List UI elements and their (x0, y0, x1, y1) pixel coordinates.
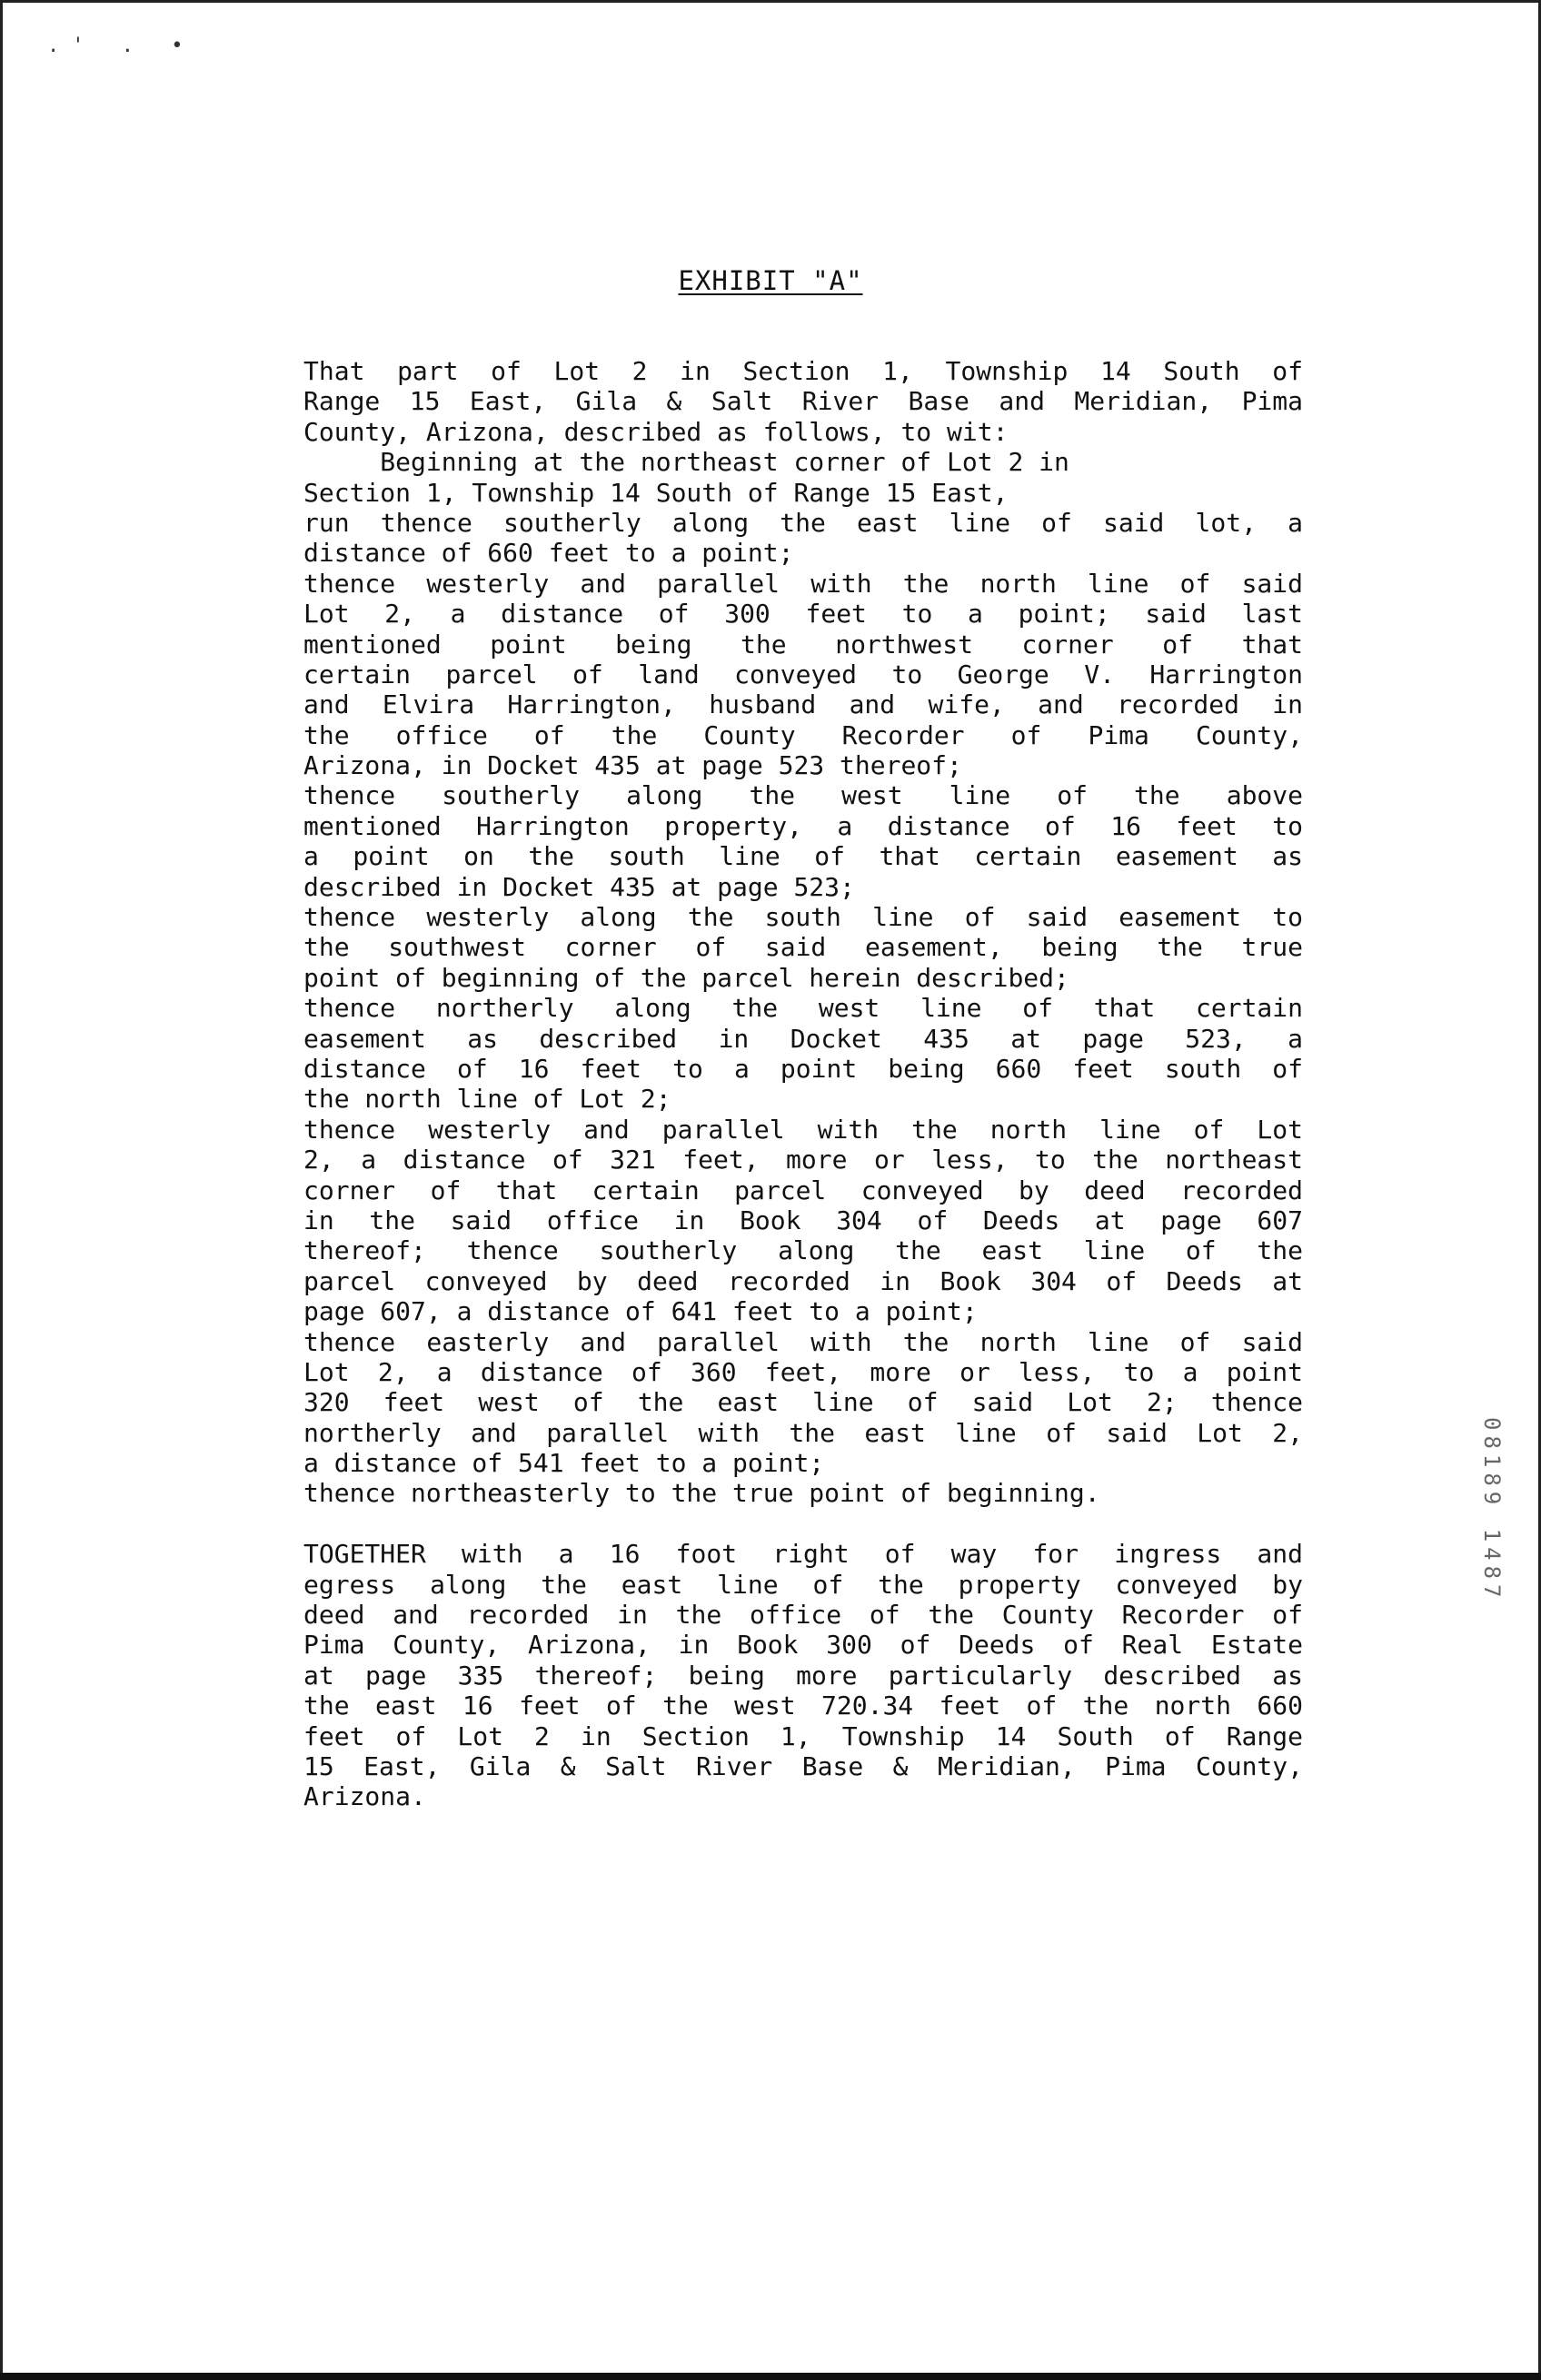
legal-description (303, 356, 1303, 1812)
text-line: deed and recorded in the office of the County Recorder of (303, 1600, 1303, 1631)
text-line: thence northerly along the west line of that certain (303, 993, 1303, 1024)
text-line: That part of Lot 2 in Section 1, Township 14 South of (303, 356, 1303, 386)
text-line: distance of 660 feet to a point; (303, 538, 794, 569)
text-line: thence southerly along the west line of the above (303, 780, 1303, 811)
text-line: 320 feet west of the east line of said Lot 2; thence (303, 1387, 1303, 1418)
scan-corner-marks: .' . • (47, 35, 196, 57)
text-line: the east 16 feet of the west 720.34 feet of the north 660 (303, 1691, 1303, 1721)
text-line: County, Arizona, described as follows, to wit: (303, 416, 1009, 447)
text-line: northerly and parallel with the east line of said Lot 2, (303, 1417, 1303, 1448)
text-line: distance of 16 feet to a point being 660 feet south of (303, 1053, 1303, 1084)
text-line: egress along the east line of the property conveyed by (303, 1569, 1303, 1600)
text-line: mentioned Harrington property, a distance of 16 feet to (303, 810, 1303, 841)
text-line (303, 1509, 1303, 1539)
text-line: the southwest corner of said easement, being the true (303, 932, 1303, 963)
text-line: Beginning at the northeast corner of Lot 2 in (303, 447, 1069, 478)
text-line: Arizona, in Docket 435 at page 523 thereof; (303, 750, 962, 781)
text-line: in the said office in Book 304 of Deeds at page 607 (303, 1205, 1303, 1235)
text-line: a point on the south line of that certain easement as (303, 841, 1303, 872)
scan-border-top (0, 0, 1541, 3)
text-line: certain parcel of land conveyed to George V. Harrington (303, 659, 1303, 689)
text-line: and Elvira Harrington, husband and wife, and recorded in (303, 689, 1303, 720)
text-line: Lot 2, a distance of 360 feet, more or less, to a point (303, 1356, 1303, 1387)
text-line: Range 15 East, Gila & Salt River Base and Meridian, Pima (303, 386, 1303, 417)
text-line: thence westerly and parallel with the north line of Lot (303, 1114, 1303, 1145)
text-line: point of beginning of the parcel herein described; (303, 962, 1069, 993)
text-line: Pima County, Arizona, in Book 300 of Deeds of Real Estate (303, 1630, 1303, 1661)
text-line: parcel conveyed by deed recorded in Book 304 of Deeds at (303, 1265, 1303, 1296)
text-line: thence westerly and parallel with the north line of said (303, 568, 1303, 599)
exhibit-title: EXHIBIT "A" (678, 265, 863, 296)
text-line: feet of Lot 2 in Section 1, Township 14 South of Range (303, 1721, 1303, 1751)
text-line: TOGETHER with a 16 foot right of way for ingress and (303, 1539, 1303, 1570)
text-line: the north line of Lot 2; (303, 1084, 671, 1115)
text-line: 15 East, Gila & Salt River Base & Meridian, Pima County, (303, 1750, 1303, 1781)
text-line: page 607, a distance of 641 feet to a point; (303, 1296, 978, 1327)
scan-border-left (0, 0, 3, 2380)
text-line: easement as described in Docket 435 at page 523, a (303, 1023, 1303, 1054)
text-line: thence northeasterly to the true point of beginning. (303, 1478, 1100, 1509)
text-line: a distance of 541 feet to a point; (303, 1448, 825, 1479)
text-line: mentioned point being the northwest corner of that (303, 629, 1303, 659)
text-line: at page 335 thereof; being more particularly described as (303, 1660, 1303, 1691)
text-line: thence easterly and parallel with the north line of said (303, 1326, 1303, 1357)
text-line: thence westerly along the south line of said easement to (303, 902, 1303, 933)
text-line: run thence southerly along the east line of said lot, a (303, 507, 1303, 538)
text-line: 2, a distance of 321 feet, more or less, to the northeast (303, 1145, 1303, 1175)
text-line: thereof; thence southerly along the east line of the (303, 1235, 1303, 1266)
scan-border-bottom (0, 2373, 1541, 2380)
text-line: described in Docket 435 at page 523; (303, 871, 855, 902)
text-line: Section 1, Township 14 South of Range 15 East, (303, 477, 1009, 508)
text-line: the office of the County Recorder of Pima County, (303, 719, 1303, 750)
text-line: Arizona. (303, 1781, 426, 1812)
text-line: Lot 2, a distance of 300 feet to a point; said last (303, 599, 1303, 630)
recording-number-stamp: 08189 1487 (1479, 1417, 1505, 1603)
text-line: corner of that certain parcel conveyed by deed recorded (303, 1175, 1303, 1205)
